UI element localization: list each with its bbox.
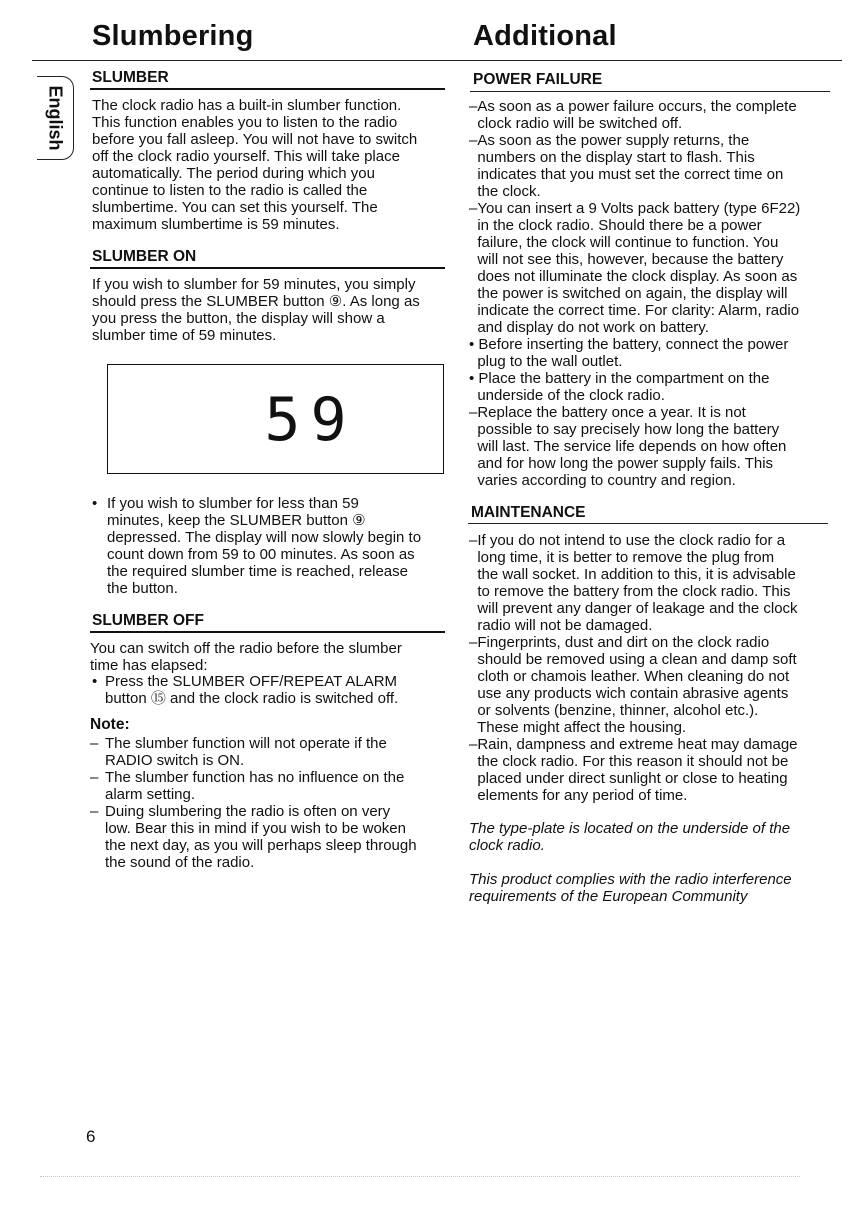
slumber-on-bullet: If you wish to slumber for less than 59 minutes, keep the SLUMBER button ⑨ depressed. The display will now slowly begin to count down from 59 to 00 minutes. As soon as the required slumber time is reached, release the button. bbox=[107, 495, 422, 597]
compliance-note: This product complies with the radio interference requirements of the European Community bbox=[469, 871, 792, 905]
power-item: –As soon as a power failure occurs, the complete clock radio will be switched off. bbox=[469, 98, 797, 132]
note-item: Duing slumbering the radio is often on very low. Bear this in mind if you wish to be woken the next day, as you will perhaps sleep through the sound of the radio. bbox=[105, 803, 417, 871]
scan-noise-divider bbox=[40, 1176, 800, 1197]
heading-power-failure: POWER FAILURE bbox=[473, 71, 603, 88]
power-item: –Replace the battery once a year. It is not possible to say precisely how long the battery will last. The service life depends on how often and for how long the power supply fails. This varies according to country and region. bbox=[469, 404, 787, 489]
slumber-off-bullet: Press the SLUMBER OFF/REPEAT ALARM button ⑮ and the clock radio is switched off. bbox=[105, 673, 399, 707]
maintenance-item: –If you do not intend to use the clock radio for a long time, it is better to remove the plug from the wall socket. In addition to this, it is advisable to remove the battery from the clock radio. This will prevent any danger of leakage and the clock radio will not be damaged. bbox=[469, 532, 798, 634]
heading-rule bbox=[468, 523, 828, 524]
bullet-icon: • bbox=[92, 673, 98, 690]
language-tab bbox=[37, 76, 74, 160]
clock-display-illustration bbox=[107, 364, 444, 474]
maintenance-item: –Fingerprints, dust and dirt on the clock radio should be removed using a clean and damp soft cloth or chamois leather. When cleaning do not use any products wich contain abrasive agents or solvents (benzine, thinner, alcohol etc.). These might affect the housing. bbox=[469, 634, 797, 736]
power-item: –As soon as the power supply returns, the numbers on the display start to flash. This indicates that you must set the correct time on the clock. bbox=[469, 132, 784, 200]
power-item: • Place the battery in the compartment on the underside of the clock radio. bbox=[469, 370, 770, 404]
dash-icon: – bbox=[90, 769, 99, 786]
language-tab-label: English bbox=[45, 85, 66, 151]
heading-rule bbox=[90, 88, 445, 90]
page-title-left: Slumbering bbox=[92, 20, 254, 52]
heading-rule bbox=[470, 91, 830, 92]
note-label: Note: bbox=[90, 716, 130, 733]
slumber-on-body: If you wish to slumber for 59 minutes, you simply should press the SLUMBER button ⑨. As long as you press the button, the display will show a slumber time of 59 minutes. bbox=[92, 276, 420, 344]
page-number: 6 bbox=[86, 1127, 96, 1146]
power-item: –You can insert a 9 Volts pack battery (type 6F22) in the clock radio. Should there be a power failure, the clock will continue to function. You will not see this, however, because the battery does not illuminate the clock display. As soon as the power is switched on again, the display will indicate the correct time. For clarity: Alarm, radio and display do not work on battery. bbox=[469, 200, 801, 336]
type-plate-note: The type-plate is located on the underside of the clock radio. bbox=[469, 820, 791, 854]
maintenance-item: –Rain, dampness and extreme heat may damage the clock radio. For this reason it should not be placed under direct sunlight or close to heating elements for any period of time. bbox=[469, 736, 798, 804]
heading-rule bbox=[90, 267, 445, 269]
dash-icon: – bbox=[90, 735, 99, 752]
slumber-body: The clock radio has a built-in slumber function. This function enables you to listen to the radio before you fall asleep. You will not have to switch off the clock radio yourself. This will take place automatically. The period during which you continue to listen to the radio is called the slumbertime. You can set this yourself. The maximum slumbertime is 59 minutes. bbox=[92, 97, 418, 233]
heading-rule bbox=[90, 631, 445, 633]
header-rule bbox=[32, 60, 842, 61]
heading-maintenance: MAINTENANCE bbox=[471, 504, 586, 521]
note-item: The slumber function has no influence on the alarm setting. bbox=[105, 769, 405, 803]
page-title-right: Additional bbox=[473, 20, 617, 52]
heading-slumber: SLUMBER bbox=[92, 69, 169, 86]
note-item: The slumber function will not operate if the RADIO switch is ON. bbox=[105, 735, 387, 769]
slumber-off-body: You can switch off the radio before the slumber time has elapsed: bbox=[90, 640, 402, 674]
bullet-icon: • bbox=[92, 495, 98, 512]
power-item: • Before inserting the battery, connect the power plug to the wall outlet. bbox=[469, 336, 789, 370]
heading-slumber-off: SLUMBER OFF bbox=[92, 612, 204, 629]
dash-icon: – bbox=[90, 803, 99, 820]
heading-slumber-on: SLUMBER ON bbox=[92, 248, 197, 265]
display-digits: 59 bbox=[264, 385, 357, 455]
